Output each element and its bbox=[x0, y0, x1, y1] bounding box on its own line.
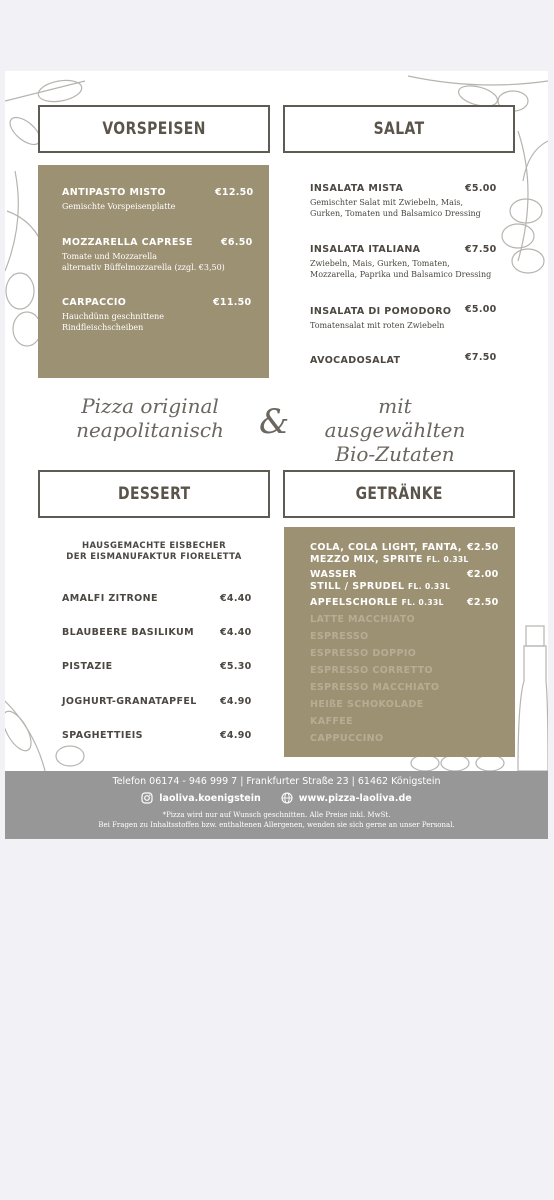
faded-drink: ESPRESSO CORRETTO bbox=[310, 665, 433, 676]
item-name: CARPACCIO bbox=[62, 297, 127, 308]
item-price: €2.50 bbox=[467, 597, 499, 608]
globe-icon bbox=[281, 792, 293, 804]
website-link[interactable]: www.pizza-laoliva.de bbox=[298, 792, 412, 804]
item-price: €6.50 bbox=[221, 237, 253, 248]
item-price: €7.50 bbox=[465, 352, 497, 363]
item-desc: Hauchdünn geschnittene bbox=[62, 312, 165, 321]
faded-drink: ESPRESSO bbox=[310, 631, 369, 642]
slogan-left-line1: Pizza original bbox=[81, 394, 219, 418]
dessert-intro-line1: HAUSGEMACHTE EISBECHER bbox=[81, 541, 227, 551]
slogan-ampersand: & bbox=[259, 402, 290, 442]
item-name-cont bbox=[310, 597, 444, 608]
header-getraenke bbox=[283, 470, 515, 518]
item-price: €4.40 bbox=[220, 593, 252, 604]
header-dessert bbox=[38, 470, 270, 518]
faded-drink: ESPRESSO DOPPIO bbox=[310, 648, 417, 659]
item-price: €5.30 bbox=[220, 661, 252, 672]
item-desc: Tomate und Mozzarella bbox=[62, 252, 157, 261]
vorspeisen-item bbox=[62, 297, 164, 333]
item-price: €4.90 bbox=[220, 730, 252, 741]
footer-notes bbox=[5, 810, 548, 830]
footer-note-1: *Pizza wird nur auf Wunsch geschnitten. Alle Preise inkl. MwSt. bbox=[162, 811, 391, 819]
item-name: COLA, COLA LIGHT, FANTA, bbox=[310, 542, 462, 553]
item-name: AVOCADOSALAT bbox=[310, 355, 401, 366]
item-price: €2.50 bbox=[467, 542, 499, 553]
item-name: WASSER bbox=[310, 569, 357, 580]
menu-card bbox=[5, 71, 548, 839]
faded-drink: LATTE MACCHIATO bbox=[310, 614, 416, 625]
header-getraenke-label: GETRÄNKE bbox=[355, 484, 443, 504]
item-name: JOGHURT-GRANATAPFEL bbox=[62, 696, 197, 707]
item-desc: Mozzarella, Paprika und Balsamico Dressing bbox=[310, 270, 492, 279]
faded-drink: ESPRESSO MACCHIATO bbox=[310, 682, 440, 693]
faded-drink: CAPPUCCINO bbox=[310, 733, 384, 744]
item-name: ANTIPASTO MISTO bbox=[62, 187, 166, 198]
item-name: MOZZARELLA CAPRESE bbox=[62, 237, 193, 248]
vorspeisen-item bbox=[62, 187, 175, 212]
item-desc: Gemischter Salat mit Zwiebeln, Mais, bbox=[310, 198, 464, 207]
header-vorspeisen bbox=[38, 105, 270, 153]
item-price: €2.00 bbox=[467, 569, 499, 580]
dessert-item bbox=[62, 661, 113, 672]
item-name-cont bbox=[310, 554, 469, 565]
item-price: €11.50 bbox=[213, 297, 252, 308]
instagram-handle[interactable]: laoliva.koenigstein bbox=[159, 792, 261, 804]
slogan-right-line1: mit ausgewählten bbox=[324, 394, 466, 442]
getraenke-item bbox=[310, 542, 469, 565]
slogan-left bbox=[65, 394, 235, 442]
item-name-line2: STILL / SPRUDEL bbox=[310, 581, 405, 592]
item-name-line2: MEZZO MIX, SPRITE bbox=[310, 554, 423, 565]
item-price: €4.90 bbox=[220, 696, 252, 707]
dessert-item bbox=[62, 627, 194, 638]
header-salat bbox=[283, 105, 515, 153]
footer-social bbox=[5, 792, 548, 804]
salat-item bbox=[310, 306, 451, 331]
item-desc: Rindfleischscheiben bbox=[62, 323, 144, 332]
item-size: FL. 0.33L bbox=[426, 555, 469, 564]
header-vorspeisen-label: VORSPEISEN bbox=[102, 119, 206, 139]
faded-drink: HEIßE SCHOKOLADE bbox=[310, 699, 424, 710]
slogan-right-line2: Bio-Zutaten bbox=[335, 442, 455, 466]
header-dessert-label: DESSERT bbox=[117, 484, 191, 504]
getraenke-item bbox=[310, 597, 444, 608]
vorspeisen-item bbox=[62, 237, 225, 273]
item-name: BLAUBEERE BASILIKUM bbox=[62, 627, 194, 638]
item-price: €4.40 bbox=[220, 627, 252, 638]
item-name: AMALFI ZITRONE bbox=[62, 593, 158, 604]
item-price: €5.00 bbox=[465, 304, 497, 315]
item-price: €12.50 bbox=[215, 187, 254, 198]
item-size: FL. 0.33L bbox=[401, 598, 444, 607]
dessert-intro-line2: DER EISMANUFAKTUR FIORELETTA bbox=[66, 552, 242, 562]
item-name-cont bbox=[310, 581, 450, 592]
faded-drink: KAFFEE bbox=[310, 716, 354, 727]
item-desc: Tomatensalat mit roten Zwiebeln bbox=[310, 321, 445, 330]
item-name: SPAGHETTIEIS bbox=[62, 730, 143, 741]
item-name: INSALATA DI POMODORO bbox=[310, 306, 452, 317]
item-price: €7.50 bbox=[465, 244, 497, 255]
dessert-item bbox=[62, 696, 197, 707]
dessert-item bbox=[62, 593, 158, 604]
header-salat-label: SALAT bbox=[373, 119, 425, 139]
footer-contact: Telefon 06174 - 946 999 7 | Frankfurter Straße 23 | 61462 Königstein bbox=[112, 776, 441, 787]
item-name: PISTAZIE bbox=[62, 661, 113, 672]
item-desc: Zwiebeln, Mais, Gurken, Tomaten, bbox=[310, 259, 450, 268]
footer-note-2: Bei Fragen zu Inhaltsstoffen bzw. enthaltenen Allergenen, wenden sie sich gerne an unser Personal. bbox=[98, 821, 455, 829]
item-name: APFELSCHORLE bbox=[310, 597, 398, 608]
dessert-intro bbox=[38, 541, 270, 562]
item-name: INSALATA MISTA bbox=[310, 183, 404, 194]
item-name: INSALATA ITALIANA bbox=[310, 244, 421, 255]
item-desc: alternativ Büffelmozzarella (zzgl. €3,50) bbox=[62, 263, 225, 272]
instagram-icon bbox=[141, 792, 153, 804]
slogan-left-line2: neapolitanisch bbox=[76, 418, 224, 442]
item-desc: Gemischte Vorspeisenplatte bbox=[62, 202, 176, 211]
item-price: €5.00 bbox=[465, 183, 497, 194]
getraenke-item bbox=[310, 569, 450, 592]
slogan-right bbox=[310, 394, 480, 466]
footer bbox=[5, 771, 548, 839]
salat-item bbox=[310, 183, 481, 219]
salat-item bbox=[310, 355, 400, 366]
item-desc: Gurken, Tomaten und Balsamico Dressing bbox=[310, 209, 481, 218]
item-size: FL. 0.33L bbox=[408, 582, 451, 591]
dessert-item bbox=[62, 730, 143, 741]
